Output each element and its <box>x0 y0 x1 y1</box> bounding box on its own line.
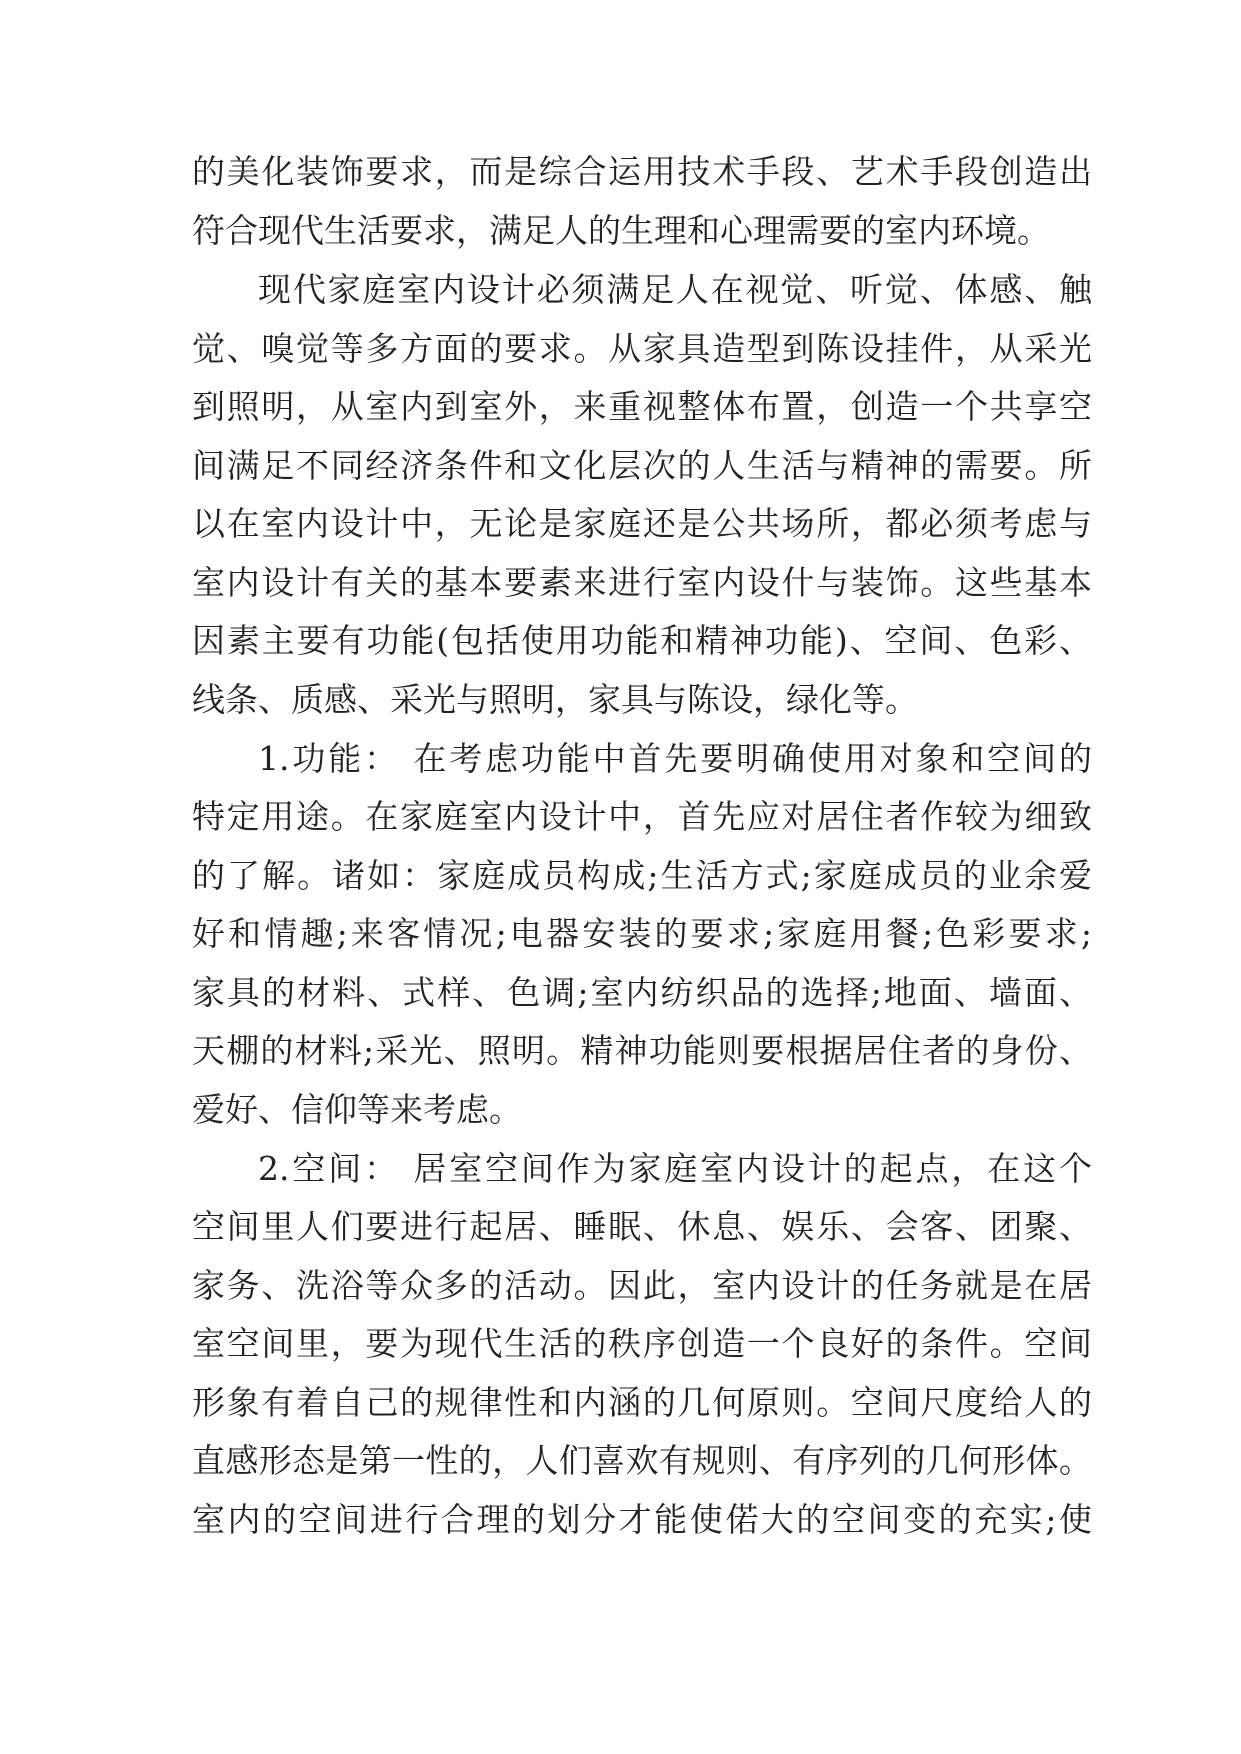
text-line: 室空间里，要为现代生活的秩序创造一个良好的条件。空间 <box>192 1324 1092 1363</box>
text-line: 空间里人们要进行起居、睡眠、休息、娱乐、会客、团聚、 <box>192 1207 1092 1246</box>
text-line: 直感形态是第一性的，人们喜欢有规则、有序列的几何形体。 <box>192 1441 1092 1480</box>
text-line: 的了解。诸如：家庭成员构成;生活方式;家庭成员的业余爱 <box>192 856 1092 895</box>
paragraph-first-line: 现代家庭室内设计必须满足人在视觉、听觉、体感、触 <box>258 270 1092 309</box>
text-line: 特定用途。在家庭室内设计中，首先应对居住者作较为细致 <box>192 797 1092 836</box>
text-line: 家务、洗浴等众多的活动。因此，室内设计的任务就是在居 <box>192 1266 1092 1305</box>
text-line: 室内设计有关的基本要素来进行室内设什与装饰。这些基本 <box>192 563 1092 602</box>
text-line: 爱好、信仰等来考虑。 <box>192 1090 522 1129</box>
text-line: 家具的材料、式样、色调;室内纺织品的选择;地面、墙面、 <box>192 973 1092 1012</box>
text-line: 形象有着自己的规律性和内涵的几何原则。空间尺度给人的 <box>192 1383 1092 1422</box>
text-line: 的美化装饰要求，而是综合运用技术手段、艺术手段创造出 <box>192 152 1092 191</box>
text-line: 线条、质感、采光与照明，家具与陈设，绿化等。 <box>192 680 918 719</box>
text-line: 因素主要有功能(包括使用功能和精神功能)、空间、色彩、 <box>192 621 1092 660</box>
text-line: 好和情趣;来客情况;电器安装的要求;家庭用餐;色彩要求; <box>192 914 1092 953</box>
text-line: 室内的空间进行合理的划分才能使偌大的空间变的充实;使 <box>192 1500 1092 1539</box>
text-line: 到照明，从室内到室外，来重视整体布置，创造一个共享空 <box>192 387 1092 426</box>
text-line: 以在室内设计中，无论是家庭还是公共场所，都必须考虑与 <box>192 504 1092 543</box>
text-line: 天棚的材料;采光、照明。精神功能则要根据居住者的身份、 <box>192 1031 1092 1070</box>
section-heading-line: 1.功能： 在考虑功能中首先要明确使用对象和空间的 <box>258 739 1092 778</box>
section-heading-line: 2.空间： 居室空间作为家庭室内设计的起点，在这个 <box>258 1149 1092 1188</box>
text-line: 觉、嗅觉等多方面的要求。从家具造型到陈设挂件，从采光 <box>192 329 1092 368</box>
text-line: 间满足不同经济条件和文化层次的人生活与精神的需要。所 <box>192 446 1092 485</box>
text-line: 符合现代生活要求，满足人的生理和心理需要的室内环境。 <box>192 211 1050 250</box>
